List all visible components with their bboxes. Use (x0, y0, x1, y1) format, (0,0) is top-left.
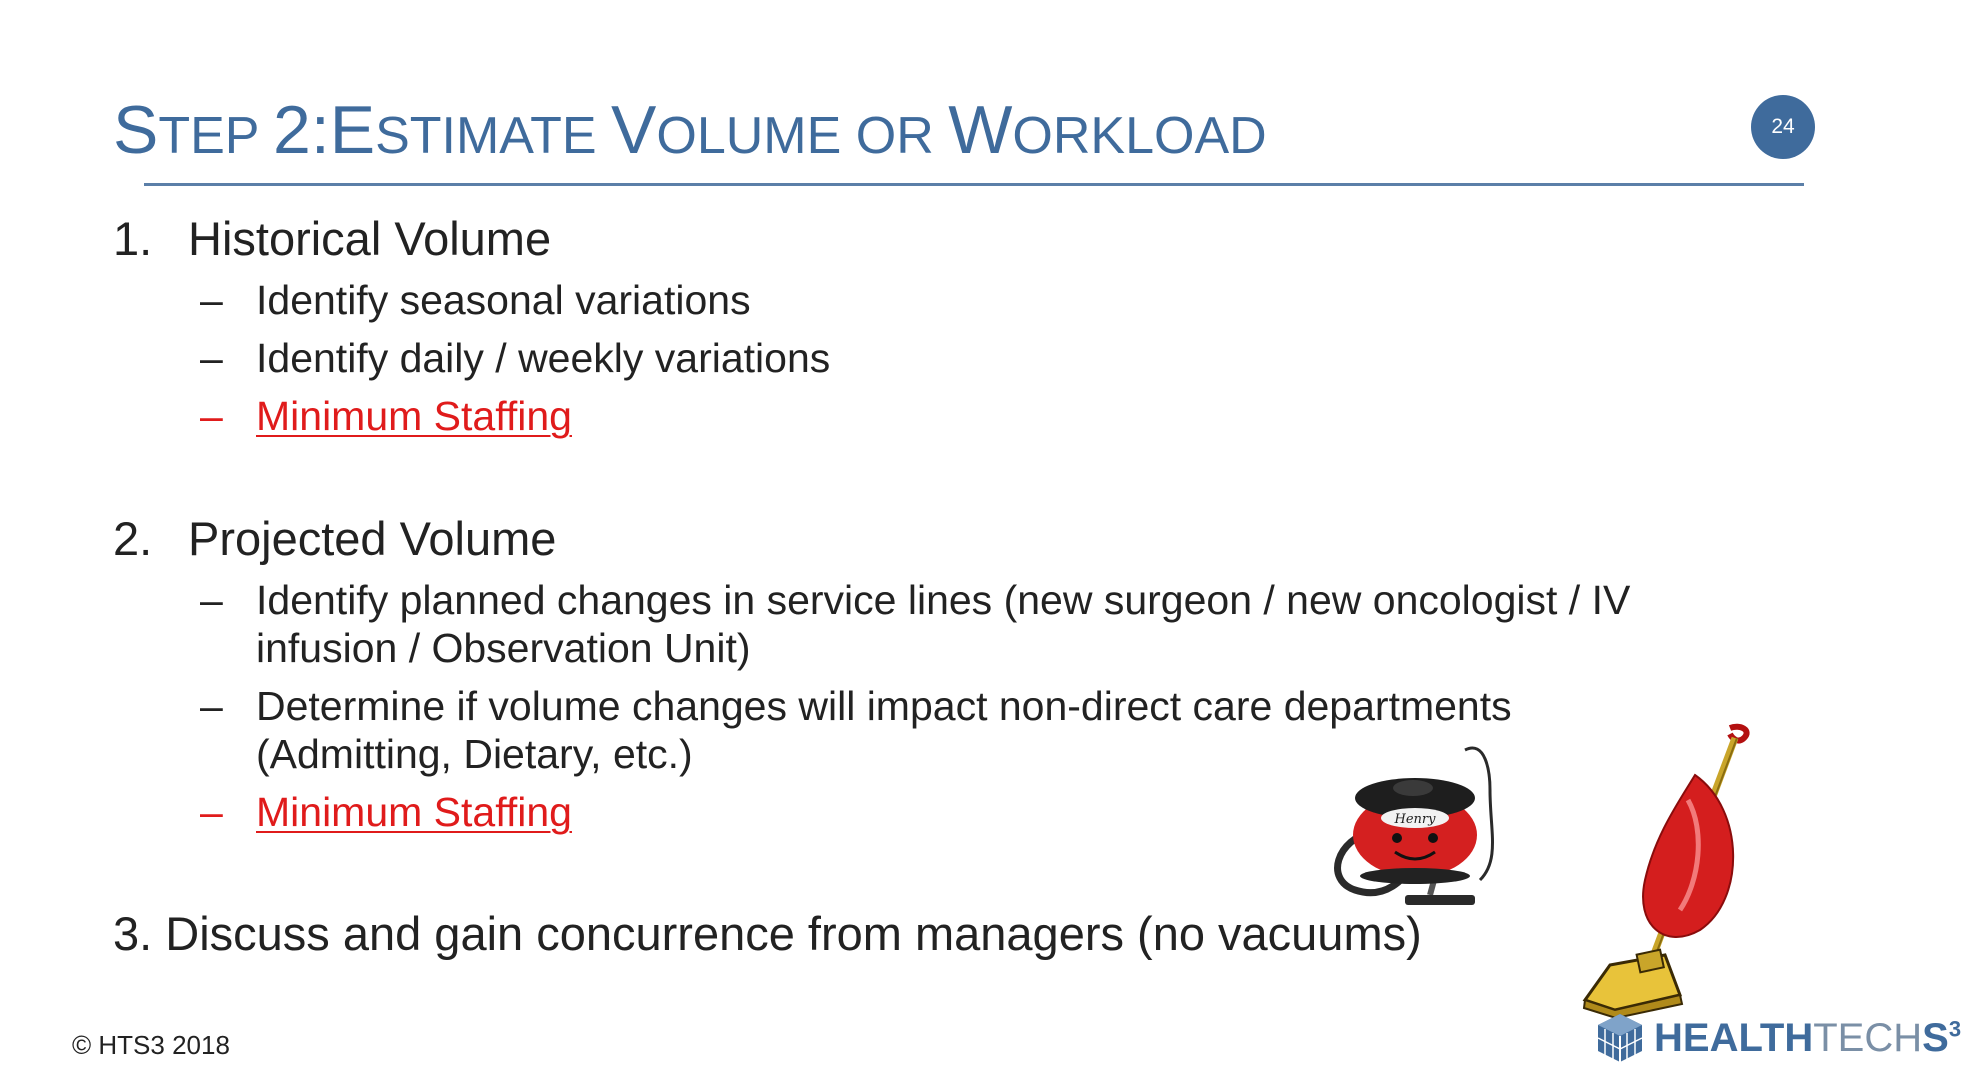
list-item-1 (113, 213, 551, 265)
bullet-dash: – (200, 683, 223, 729)
title-part: ORKLOAD (1012, 107, 1267, 165)
henry-label: Henry (1394, 812, 1436, 827)
logo-tech: TECH (1813, 1015, 1923, 1060)
healthtech-logo (1594, 1012, 1961, 1064)
list-number: 1. (113, 212, 153, 265)
logo-superscript: 3 (1948, 1016, 1961, 1042)
title-part: W (948, 92, 1013, 168)
list-number: 2. (113, 512, 153, 565)
sub-bullet-highlight (200, 788, 1760, 836)
title-part: 2:E (273, 92, 376, 168)
sub-bullet (200, 682, 1760, 778)
bullet-dash: – (200, 789, 223, 835)
list-item-2 (113, 513, 556, 565)
canister-vacuum-icon (1315, 730, 1515, 910)
sub-bullet (200, 276, 1760, 324)
title-part: STIMATE (375, 107, 612, 165)
title-part: S (113, 92, 159, 168)
sub-bullet (200, 334, 1760, 382)
minimum-staffing-link[interactable]: Minimum Staffing (256, 393, 572, 439)
minimum-staffing-link[interactable]: Minimum Staffing (256, 789, 572, 835)
bullet-dash: – (200, 577, 223, 623)
sub-bullet-text: Identify seasonal variations (256, 277, 751, 323)
list-label: Historical Volume (188, 212, 552, 265)
copyright-text: © HTS3 2018 (72, 1030, 230, 1060)
bullet-dash: – (200, 335, 223, 381)
sub-bullet-text: Identify planned changes in service lines (new surgeon / new oncologist / IV infusion / Observation Unit) (256, 577, 1631, 671)
logo-wordmark (1654, 1016, 1961, 1061)
sub-bullet-highlight (200, 392, 1760, 440)
sub-bullet-text: Determine if volume changes will impact non-direct care departments (Admitting, Dietary, etc.) (256, 683, 1512, 777)
sub-bullet-text: Identify daily / weekly variations (256, 335, 831, 381)
title-part: V (611, 92, 657, 168)
bullet-dash: – (200, 277, 223, 323)
slide-title (113, 92, 1267, 168)
list-label: Projected Volume (188, 512, 557, 565)
page-number-badge: 24 (1751, 95, 1815, 159)
list-item-3: 3. Discuss and gain concurrence from managers (no vacuums) (113, 907, 1422, 960)
upright-vacuum-icon (1570, 720, 1760, 1020)
title-part: OLUME OR (656, 107, 949, 165)
cube-logo-icon (1594, 1012, 1646, 1064)
logo-s: S (1922, 1015, 1949, 1060)
title-part: TEP (158, 107, 273, 165)
bullet-dash: – (200, 393, 223, 439)
title-divider (144, 183, 1804, 186)
sub-bullet (200, 576, 1760, 672)
logo-health: HEALTH (1654, 1015, 1814, 1060)
